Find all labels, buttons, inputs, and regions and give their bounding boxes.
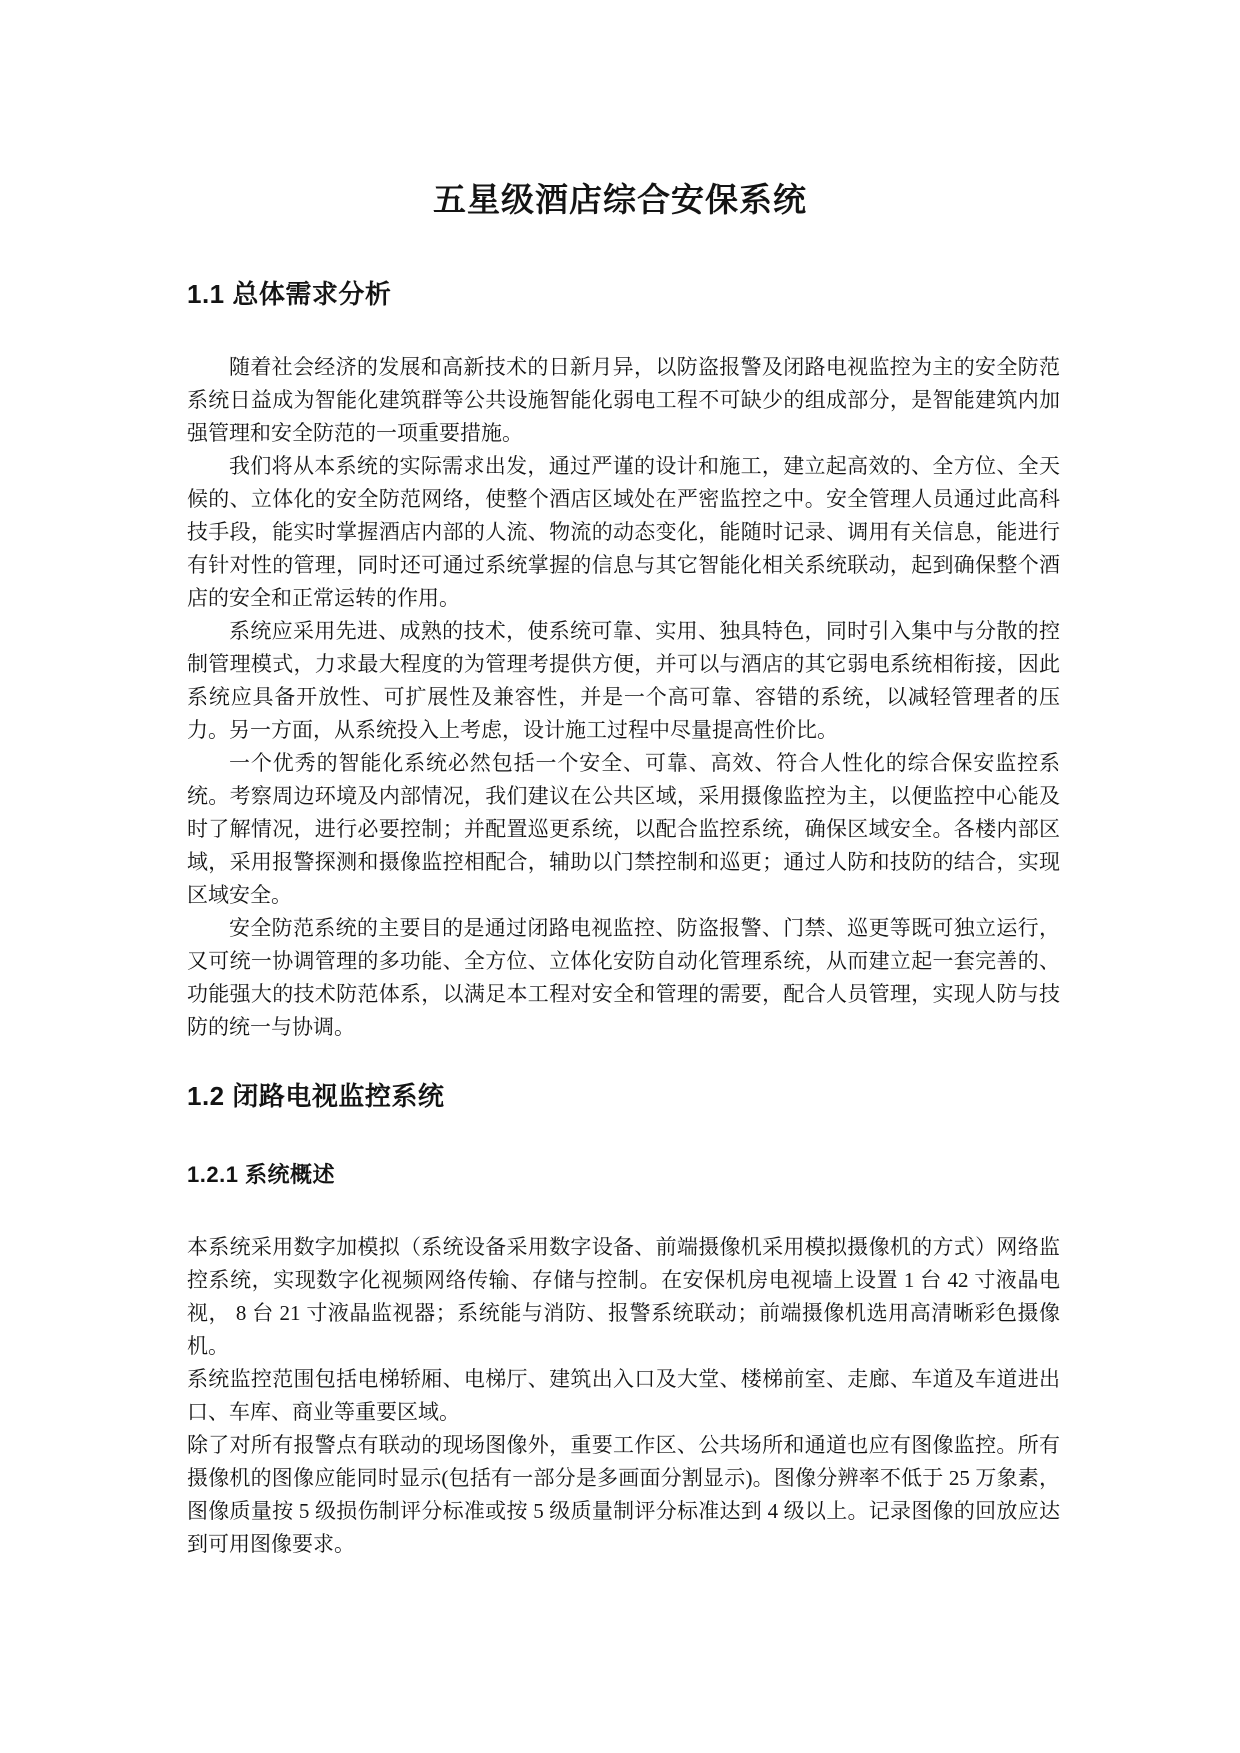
section-heading-1-1: 1.1 总体需求分析 bbox=[187, 279, 392, 309]
paragraph: 系统应采用先进、成熟的技术，使系统可靠、实用、独具特色，同时引入集中与分散的控制管理模式，力求最大程度的为管理考提供方便，并可以与酒店的其它弱电系统相衔接，因此系统应具备开放性、可扩展性及兼容性，并是一个高可靠、容错的系统，以减轻管理者的压力。另一方面，从系统投入上考虑，设计施工过程中尽量提高性价比。 bbox=[187, 619, 1060, 742]
paragraph: 我们将从本系统的实际需求出发，通过严谨的设计和施工，建立起高效的、全方位、全天候的、立体化的安全防范网络，使整个酒店区域处在严密监控之中。安全管理人员通过此高科技手段，能实时掌握酒店内部的人流、物流的动态变化，能随时记录、调用有关信息，能进行有针对性的管理，同时还可通过系统掌握的信息与其它智能化相关系统联动，起到确保整个酒店的安全和正常运转的作用。 bbox=[187, 454, 1060, 610]
paragraph: 本系统采用数字加模拟（系统设备采用数字设备、前端摄像机采用模拟摄像机的方式）网络监控系统，实现数字化视频网络传输、存储与控制。在安保机房电视墙上设置 1 台 42 寸液晶电视， 8 台 21 寸液晶监视器；系统能与消防、报警系统联动；前端摄像机选用高清晰彩色摄像机。 bbox=[187, 1235, 1060, 1358]
page-title: 五星级酒店综合安保系统 bbox=[433, 183, 807, 219]
paragraph: 除了对所有报警点有联动的现场图像外，重要工作区、公共场所和通道也应有图像监控。所有摄像机的图像应能同时显示(包括有一部分是多画面分割显示)。图像分辨率不低于 25 万象素，图像质量按 5 级损伤制评分标准或按 5 级质量制评分标准达到 4 级以上。记录图像的回放应达到可用图像要求。 bbox=[187, 1433, 1060, 1556]
section-heading-1-2: 1.2 闭路电视监控系统 bbox=[187, 1081, 445, 1111]
paragraph: 安全防范系统的主要目的是通过闭路电视监控、防盗报警、门禁、巡更等既可独立运行，又可统一协调管理的多功能、全方位、立体化安防自动化管理系统，从而建立起一套完善的、功能强大的技术防范体系，以满足本工程对安全和管理的需要，配合人员管理，实现人防与技防的统一与协调。 bbox=[187, 916, 1060, 1039]
paragraph: 一个优秀的智能化系统必然包括一个安全、可靠、高效、符合人性化的综合保安监控系统。考察周边环境及内部情况，我们建议在公共区域，采用摄像监控为主，以便监控中心能及时了解情况，进行必要控制；并配置巡更系统，以配合监控系统，确保区域安全。各楼内部区域，采用报警探测和摄像监控相配合，辅助以门禁控制和巡更；通过人防和技防的结合，实现区域安全。 bbox=[187, 751, 1060, 907]
subsection-1-2-1-body bbox=[187, 1231, 1060, 1561]
subsection-heading-1-2-1: 1.2.1 系统概述 bbox=[187, 1162, 336, 1187]
paragraph: 系统监控范围包括电梯轿厢、电梯厅、建筑出入口及大堂、楼梯前室、走廊、车道及车道进出口、车库、商业等重要区域。 bbox=[187, 1367, 1060, 1424]
paragraph: 随着社会经济的发展和高新技术的日新月异，以防盗报警及闭路电视监控为主的安全防范系统日益成为智能化建筑群等公共设施智能化弱电工程不可缺少的组成部分，是智能建筑内加强管理和安全防范的一项重要措施。 bbox=[187, 355, 1060, 445]
section-1-1-body bbox=[187, 351, 1060, 1044]
